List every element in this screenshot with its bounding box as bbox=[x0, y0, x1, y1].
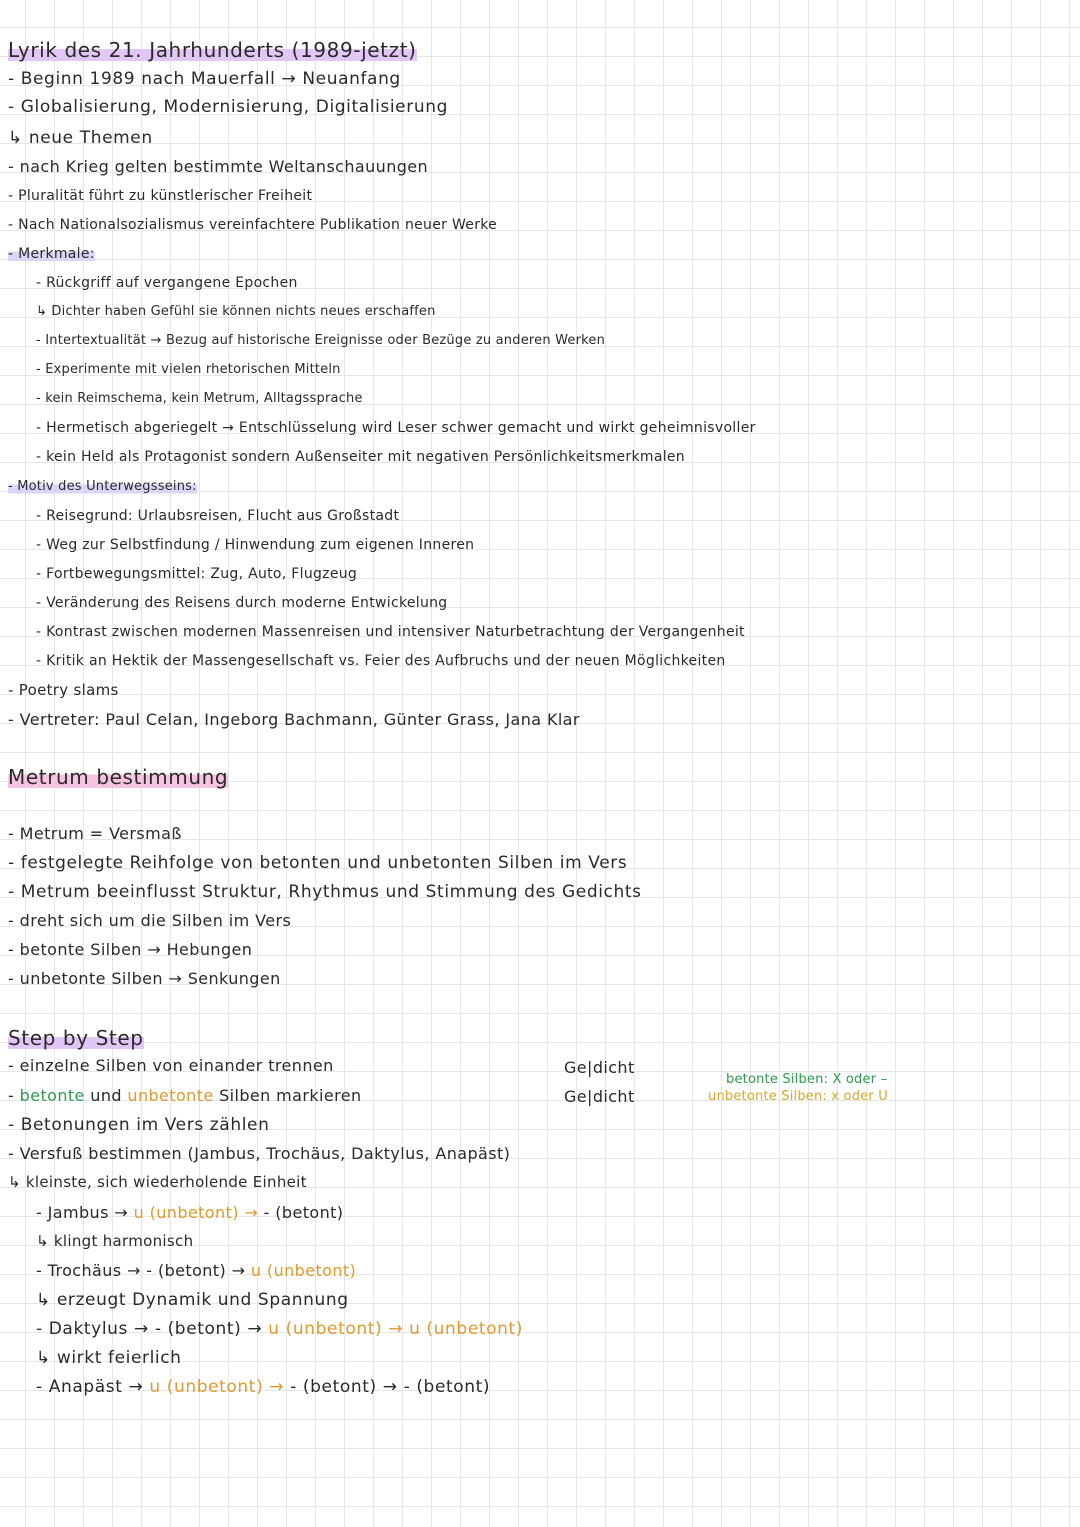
lyrik-line: - Nach Nationalsozialismus vereinfachtere Publikation neuer Werke bbox=[8, 217, 498, 233]
trochaeus-note: ↳ erzeugt Dynamik und Spannung bbox=[36, 1290, 349, 1310]
steps-line: - betonte und unbetonte Silben markieren bbox=[8, 1086, 362, 1105]
merkmale-item: - Experimente mit vielen rhetorischen Mitteln bbox=[36, 362, 341, 377]
lyrik-line: - Globalisierung, Modernisierung, Digitalisierung bbox=[8, 97, 448, 117]
metrum-line: - betonte Silben → Hebungen bbox=[8, 940, 253, 959]
daktylus-line: - Daktylus → - (betont) → u (unbetont) → u (unbetont) bbox=[36, 1319, 524, 1339]
motiv-item: - Weg zur Selbstfindung / Hinwendung zum eigenen Inneren bbox=[36, 537, 475, 553]
steps-line: - einzelne Silben von einander trennen bbox=[8, 1056, 334, 1075]
lyrik-line: - Beginn 1989 nach Mauerfall → Neuanfang bbox=[8, 69, 401, 89]
steps-line: - Versfuß bestimmen (Jambus, Trochäus, Daktylus, Anapäst) bbox=[8, 1144, 511, 1163]
merkmale-item: - kein Held als Protagonist sondern Außenseiter mit negativen Persönlichkeitsmerkmalen bbox=[36, 449, 685, 465]
steps-title: Step by Step bbox=[8, 1026, 144, 1050]
steps-line: - Betonungen im Vers zählen bbox=[8, 1115, 270, 1135]
merkmale-item: - Hermetisch abgeriegelt → Entschlüsselung wird Leser schwer gemacht und wirkt geheimnisvoller bbox=[36, 420, 756, 436]
merkmale-item: ↳ Dichter haben Gefühl sie können nichts neues erschaffen bbox=[36, 304, 436, 319]
poetry-line: - Poetry slams bbox=[8, 681, 119, 699]
lyrik-line: - nach Krieg gelten bestimmte Weltanschauungen bbox=[8, 157, 429, 176]
anapaest-line: - Anapäst → u (unbetont) → - (betont) → - (betont) bbox=[36, 1377, 491, 1397]
lyrik-title: Lyrik des 21. Jahrhunderts (1989-jetzt) bbox=[8, 38, 417, 62]
motiv-item: - Kontrast zwischen modernen Massenreisen und intensiver Naturbetrachtung der Vergangenheit bbox=[36, 624, 745, 640]
merkmale-item: - Intertextualität → Bezug auf historische Ereignisse oder Bezüge zu anderen Werken bbox=[36, 333, 606, 348]
motiv-item: - Fortbewegungsmittel: Zug, Auto, Flugzeug bbox=[36, 566, 358, 582]
metrum-line: - dreht sich um die Silben im Vers bbox=[8, 911, 292, 930]
motiv-heading: - Motiv des Unterwegsseins: bbox=[8, 479, 197, 494]
vertreter-line: - Vertreter: Paul Celan, Ingeborg Bachmann, Günter Grass, Jana Klar bbox=[8, 710, 580, 729]
legend-unbetonte: unbetonte Silben: x oder U bbox=[708, 1089, 888, 1104]
merkmale-heading: - Merkmale: bbox=[8, 246, 95, 262]
metrum-title: Metrum bestimmung bbox=[8, 765, 229, 789]
legend-betonte: betonte Silben: X oder – bbox=[726, 1072, 888, 1087]
example-word: Ge|dicht bbox=[564, 1058, 635, 1077]
lyrik-line: ↳ neue Themen bbox=[8, 128, 153, 148]
metrum-line: - unbetonte Silben → Senkungen bbox=[8, 969, 281, 988]
motiv-item: - Reisegrund: Urlaubsreisen, Flucht aus Großstadt bbox=[36, 508, 400, 524]
metrum-line: - festgelegte Reihfolge von betonten und unbetonten Silben im Vers bbox=[8, 853, 628, 873]
metrum-line: - Metrum = Versmaß bbox=[8, 824, 182, 843]
merkmale-item: - Rückgriff auf vergangene Epochen bbox=[36, 275, 298, 291]
merkmale-item: - kein Reimschema, kein Metrum, Alltagssprache bbox=[36, 391, 363, 406]
steps-line: ↳ kleinste, sich wiederholende Einheit bbox=[8, 1173, 307, 1191]
example-word: Ge|dicht bbox=[564, 1087, 635, 1106]
jambus-line: - Jambus → u (unbetont) → - (betont) bbox=[36, 1203, 344, 1222]
motiv-item: - Veränderung des Reisens durch moderne Entwickelung bbox=[36, 595, 448, 611]
trochaeus-line: - Trochäus → - (betont) → u (unbetont) bbox=[36, 1261, 357, 1280]
metrum-line: - Metrum beeinflusst Struktur, Rhythmus und Stimmung des Gedichts bbox=[8, 882, 642, 902]
daktylus-note: ↳ wirkt feierlich bbox=[36, 1348, 182, 1368]
motiv-item: - Kritik an Hektik der Massengesellschaft vs. Feier des Aufbruchs und der neuen Möglichkeiten bbox=[36, 653, 726, 669]
lyrik-line: - Pluralität führt zu künstlerischer Freiheit bbox=[8, 188, 313, 204]
jambus-note: ↳ klingt harmonisch bbox=[36, 1232, 194, 1250]
